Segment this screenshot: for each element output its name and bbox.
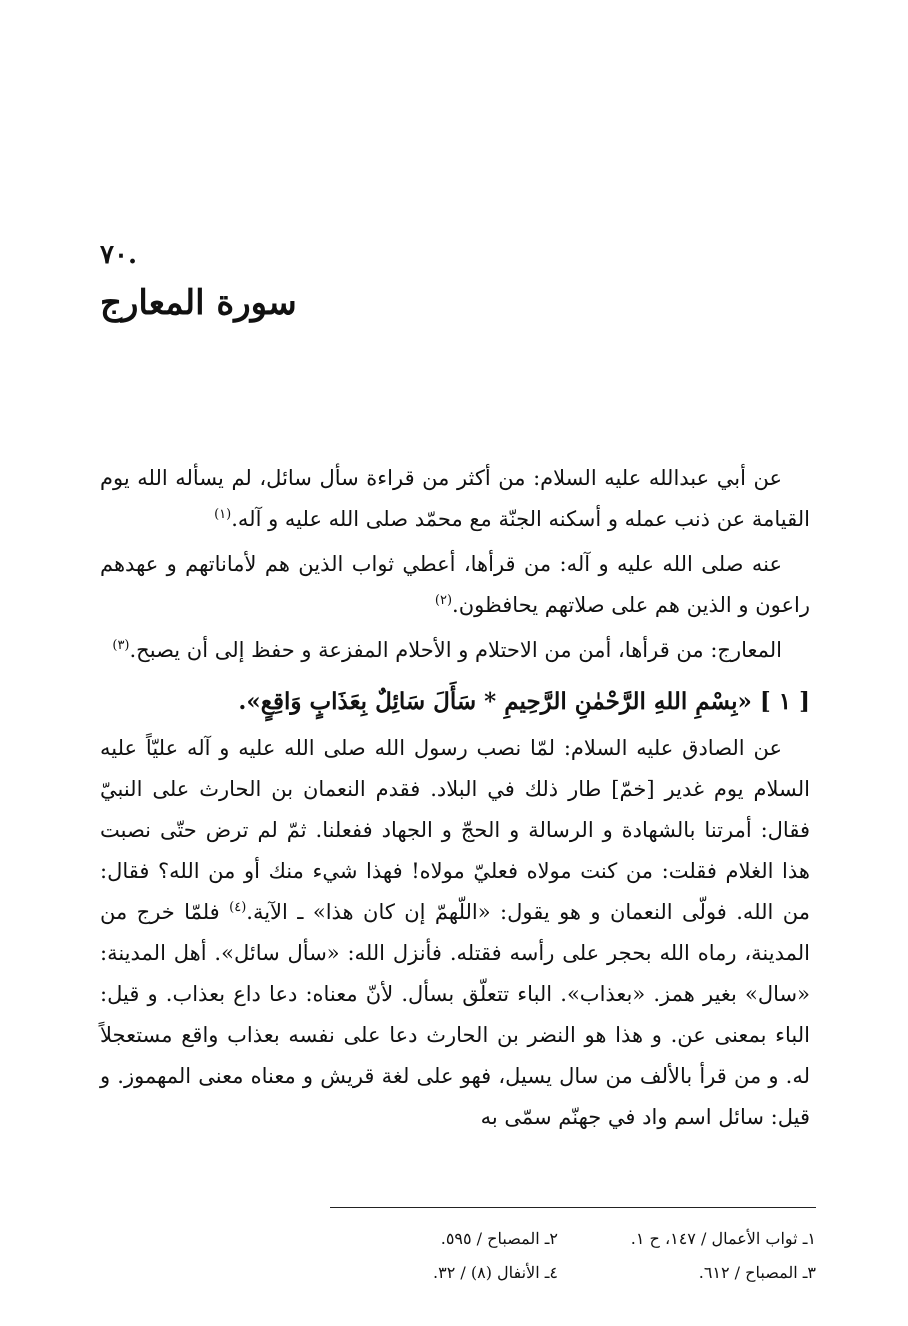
paragraph-2-text: عنه صلى الله عليه و آله: من قرأها، أعطي ثواب الذين هم لأماناتهم و عهدهم راعون و الذين هم على صلاتهم يحافظون. [100, 552, 810, 617]
footnote-ref-1: (١) [214, 507, 232, 522]
footnote-4: ٤ـ الأنفال (٨) / ٣٢. [433, 1263, 558, 1282]
footnote-1: ١ـ ثواب الأعمال / ١٤٧، ح ١. [630, 1229, 816, 1248]
footnote-ref-3: (٣) [112, 638, 130, 653]
footnote-ref-4: (٤) [229, 900, 247, 915]
commentary-paragraph [100, 728, 810, 1138]
footnote-ref-2: (٢) [434, 593, 453, 608]
footnote-2: ٢ـ المصباح / ٥٩٥. [440, 1229, 558, 1248]
paragraph-3 [100, 630, 810, 671]
commentary-text-2: فلمّا خرج من المدينة، رماه الله بحجر على رأسه فقتله. فأنزل الله: «سأل سائل». أهل المدينة: «سال» بغير همز. «بعذاب». الباء تتعلّق بسأل. لأنّ معناه: دعا داع بعذاب. و قيل: الباء بمعنى عن. و هذا هو النضر بن الحارث دعا على نفسه بعذاب واقع مستعجلاً له. و من قرأ بالألف من سال يسيل، فهو على لغة قريش و معناه معنى المهموز. و قيل: سائل اسم واد في جهنّم سمّى به [100, 900, 810, 1129]
footnote-3: ٣ـ المصباح / ٦١٢. [698, 1263, 816, 1282]
paragraph-3-text: المعارج: من قرأها، أمن من الاحتلام و الأحلام المفزعة و حفظ إلى أن يصبح. [129, 638, 782, 662]
commentary-text-1: عن الصادق عليه السلام: لمّا نصب رسول الله صلى الله عليه و آله عليّاً عليه السلام يوم غدير [خمّ] طار ذلك في البلاد. فقدم النعمان بن الحارث على النبيّ فقال: أمرتنا بالشهادة و الرسالة و الحجّ و الجهاد ففعلنا. ثمّ لم ترض حتّى نصبت هذا الغلام فقلت: من كنت مولاه فعليّ مولاه! فهذا شيء منك أو من الله؟ فقال: من الله. فولّى النعمان و هو يقول: «اللّهمّ إن كان هذا» ـ الآية. [100, 736, 810, 924]
paragraph-2 [100, 544, 810, 626]
verse-heading: [ ١ ] «بِسْمِ اللهِ الرَّحْمٰنِ الرَّحِيمِ * سَأَلَ سَائِلٌ بِعَذَابٍ وَاقِعٍ». [238, 688, 810, 715]
paragraph-1-text: عن أبي عبدالله عليه السلام: من أكثر من قراءة سأل سائل، لم يسأله الله يوم القيامة عن ذنب عمله و أسكنه الجنّة مع محمّد صلى الله عليه و آله. [100, 466, 810, 531]
footnote-row-2 [300, 1256, 816, 1290]
surah-title: سورة المعارج [100, 283, 297, 323]
main-text [100, 458, 810, 1142]
paragraph-1 [100, 458, 810, 540]
footnote-row-1 [300, 1222, 816, 1256]
footnotes [300, 1222, 816, 1290]
footnote-divider [330, 1207, 816, 1208]
surah-number: .٧٠ [100, 240, 137, 270]
